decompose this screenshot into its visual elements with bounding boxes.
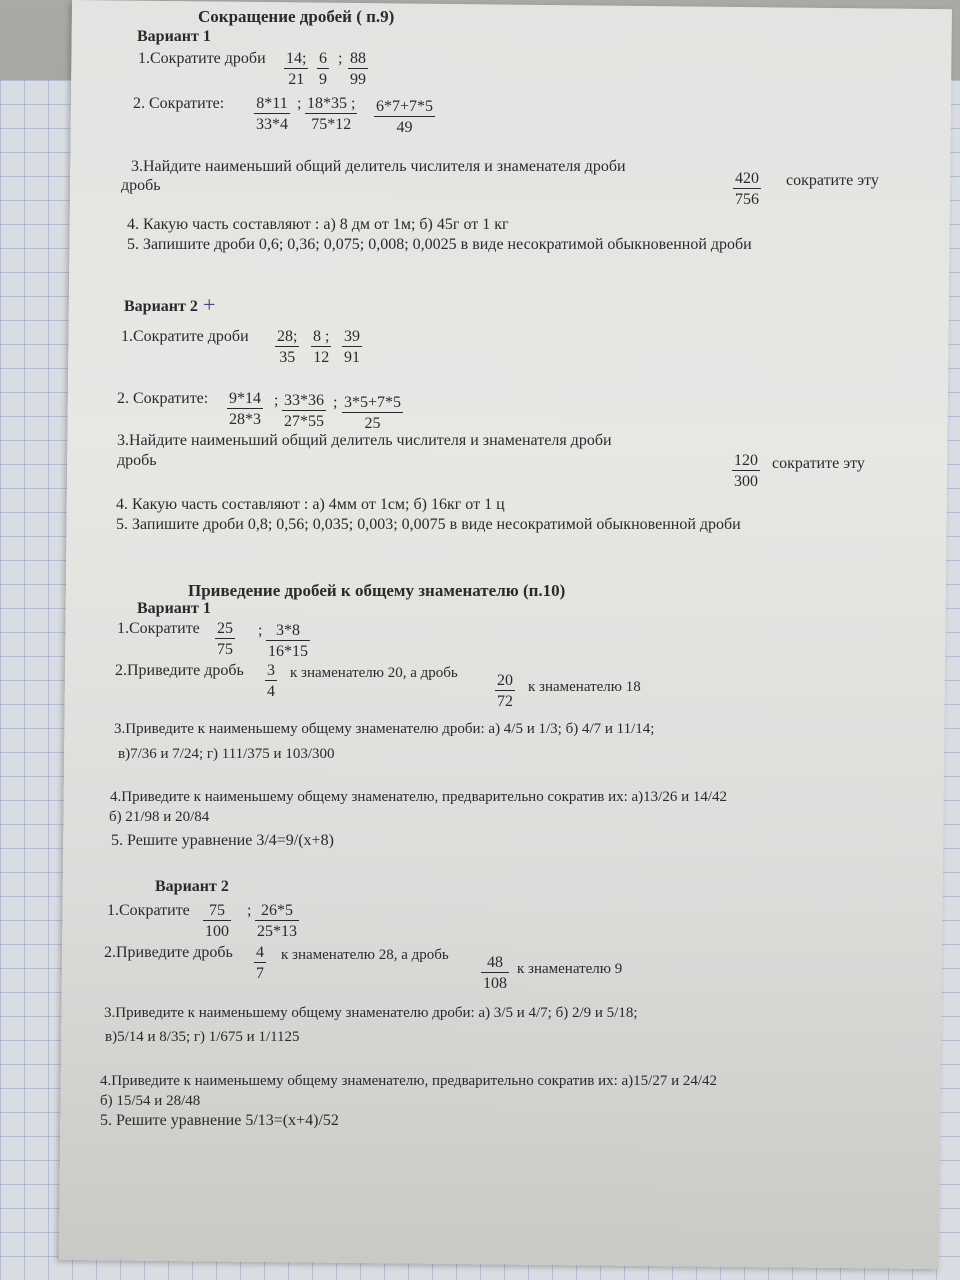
s2-v1-q2-mid: к знаменателю 20, а дробь <box>290 665 458 681</box>
section1-title: Сокращение дробей ( п.9) <box>198 7 395 26</box>
numerator: 28; <box>277 328 298 345</box>
s1-v2-q3-line2: дробь <box>117 452 157 469</box>
s1-v1-q3-text: 3.Найдите наименьший общий делитель числителя и знаменателя дроби <box>131 158 626 175</box>
s2-v1-q1-text: 1.Сократите <box>117 620 200 637</box>
denominator: 12 <box>313 349 330 366</box>
denominator: 28*3 <box>229 411 261 428</box>
s1-v2-q4: 4. Какую часть составляют : а) 4мм от 1см; б) 16кг от 1 ц <box>116 496 505 513</box>
numerator: 39 <box>344 328 360 345</box>
denominator: 25 <box>364 415 381 432</box>
s2-v1-q2-tail: к знаменателю 18 <box>528 679 641 695</box>
s2-v1-q2-text: 2.Приведите дробь <box>115 662 244 679</box>
numerator: 88 <box>350 50 366 67</box>
denominator: 72 <box>497 693 513 710</box>
s2-v2-q2-tail: к знаменателю 9 <box>517 961 623 977</box>
separator: ; <box>274 392 279 409</box>
denominator: 25*13 <box>257 923 297 940</box>
numerator: 48 <box>481 954 509 973</box>
denominator: 75*12 <box>311 116 352 133</box>
s2-v1-q5: 5. Решите уравнение 3/4=9/(x+8) <box>111 832 334 849</box>
separator: ; <box>338 50 343 67</box>
numerator: 25 <box>217 620 233 637</box>
numerator: 6*7+7*5 <box>376 98 434 115</box>
s2-v1-label: Вариант 1 <box>137 600 211 617</box>
s1-v2-q1-fraction-3 <box>342 328 362 367</box>
s1-v2-q2-fraction-3 <box>342 394 403 433</box>
s1-v2-q2-fraction-1 <box>227 390 263 429</box>
s1-v1-q3-fraction <box>733 170 761 209</box>
numerator: 20 <box>497 672 513 689</box>
s2-v1-q3a: 3.Приведите к наименьшему общему знаменателю дроби: а) 4/5 и 1/3; б) 4/7 и 11/14; <box>114 721 655 737</box>
denominator: 16*15 <box>268 643 308 660</box>
denominator: 91 <box>344 349 360 366</box>
numerator: 18*35 ; <box>307 95 356 112</box>
numerator: 14; <box>286 50 307 67</box>
numerator: 120 <box>734 452 758 469</box>
numerator: 3*8 <box>266 622 310 641</box>
s1-v1-q3-line2: дробь <box>121 177 161 194</box>
numerator: 6 <box>319 50 327 67</box>
s1-v1-q2-fraction-3 <box>374 98 435 137</box>
s1-v1-label: Вариант 1 <box>137 28 211 45</box>
s2-v2-label: Вариант 2 <box>155 878 229 895</box>
s1-v1-q2-text: 2. Сократите: <box>133 95 225 112</box>
denominator: 75 <box>217 641 233 658</box>
s1-v1-q1-fraction-3 <box>348 50 368 89</box>
s2-v1-q2-fraction-2 <box>495 672 515 711</box>
numerator: 4 <box>256 944 264 961</box>
s1-v1-q4: 4. Какую часть составляют : а) 8 дм от 1м; б) 45г от 1 кг <box>127 216 509 233</box>
s2-v2-q5: 5. Решите уравнение 5/13=(x+4)/52 <box>100 1112 339 1129</box>
s2-v2-q4a: 4.Приведите к наименьшему общему знаменателю, предварительно сократив их: а)15/27 и 24/42 <box>100 1073 718 1089</box>
denominator: 99 <box>350 71 366 88</box>
s2-v2-q2-text: 2.Приведите дробь <box>104 944 233 961</box>
s2-v2-q1-fraction-2 <box>255 902 299 941</box>
denominator: 21 <box>288 71 305 88</box>
s1-v1-q1-text: 1.Сократите дроби <box>138 50 266 67</box>
s1-v2-q1-text: 1.Сократите дроби <box>121 328 249 345</box>
separator: ; <box>297 95 302 112</box>
denominator: 33*4 <box>256 116 288 133</box>
s1-v1-q2-fraction-2 <box>305 95 357 134</box>
s1-v2-q5: 5. Запишите дроби 0,8; 0,56; 0,035; 0,003; 0,0075 в виде несократимой обыкновенной дроби <box>116 516 741 533</box>
numerator: 26*5 <box>255 902 299 921</box>
s1-v1-q3-tail: сократите эту <box>786 172 879 189</box>
s1-v2-q3-text: 3.Найдите наименьший общий делитель числителя и знаменателя дроби <box>117 432 612 449</box>
denominator: 4 <box>267 683 275 700</box>
denominator: 300 <box>734 473 758 490</box>
s2-v2-q3b: в)5/14 и 8/35; г) 1/675 и 1/1125 <box>105 1029 300 1045</box>
s1-v1-q2-fraction-1 <box>254 95 290 134</box>
s1-v2-q3-tail: сократите эту <box>772 455 865 472</box>
numerator: 3*5+7*5 <box>344 394 402 411</box>
numerator: 75 <box>203 902 231 921</box>
separator: ; <box>333 394 338 411</box>
numerator: 8 ; <box>313 328 330 345</box>
denominator: 100 <box>205 923 229 940</box>
denominator: 35 <box>279 349 296 366</box>
s2-v2-q1-text: 1.Сократите <box>107 902 190 919</box>
s2-v1-q2-fraction-1 <box>265 662 277 701</box>
s2-v2-q1-fraction-1 <box>203 902 231 941</box>
section2-title: Приведение дробей к общему знаменателю (п.10) <box>188 581 566 600</box>
s2-v1-q4b: б) 21/98 и 20/84 <box>109 809 210 825</box>
s1-v1-q1-fraction-1 <box>284 50 308 89</box>
denominator: 756 <box>735 191 759 208</box>
numerator: 33*36 <box>284 392 324 409</box>
s2-v2-q2-fraction-1 <box>254 944 266 983</box>
s1-v2-q1-fraction-1 <box>275 328 299 367</box>
separator: ; <box>247 902 252 919</box>
s2-v2-q3a: 3.Приведите к наименьшему общему знаменателю дроби: а) 3/5 и 4/7; б) 2/9 и 5/18; <box>104 1005 638 1021</box>
s2-v1-q4a: 4.Приведите к наименьшему общему знаменателю, предварительно сократив их: а)13/26 и 14/42 <box>110 789 728 805</box>
s1-v2-label: Вариант 2 <box>124 298 198 315</box>
numerator: 420 <box>735 170 759 187</box>
s2-v2-q4b: б) 15/54 и 28/48 <box>100 1093 201 1109</box>
s1-v1-q5: 5. Запишите дроби 0,6; 0,36; 0,075; 0,008; 0,0025 в виде несократимой обыкновенной дроби <box>127 236 752 253</box>
denominator: 7 <box>256 965 264 982</box>
numerator: 9*14 <box>229 390 261 407</box>
s1-v2-q1-fraction-2 <box>311 328 331 367</box>
numerator: 8*11 <box>254 95 290 114</box>
s2-v2-q2-mid: к знаменателю 28, а дробь <box>281 947 449 963</box>
separator: ; <box>258 622 263 639</box>
denominator: 27*55 <box>284 413 324 430</box>
s2-v1-q1-fraction-2 <box>266 622 310 661</box>
denominator: 49 <box>396 119 413 136</box>
s1-v1-q1-fraction-2 <box>317 50 329 89</box>
s2-v1-q1-fraction-1 <box>215 620 235 659</box>
s2-v1-q3b: в)7/36 и 7/24; г) 111/375 и 103/300 <box>118 746 335 762</box>
s1-v2-q2-fraction-2 <box>282 392 326 431</box>
denominator: 108 <box>483 975 507 992</box>
denominator: 9 <box>319 71 327 88</box>
s2-v2-q2-fraction-2 <box>481 954 509 993</box>
numerator: 3 <box>267 662 275 679</box>
s1-v2-q3-fraction <box>732 452 760 491</box>
handwritten-plus-mark: + <box>203 292 216 317</box>
s1-v2-q2-text: 2. Сократите: <box>117 390 209 407</box>
